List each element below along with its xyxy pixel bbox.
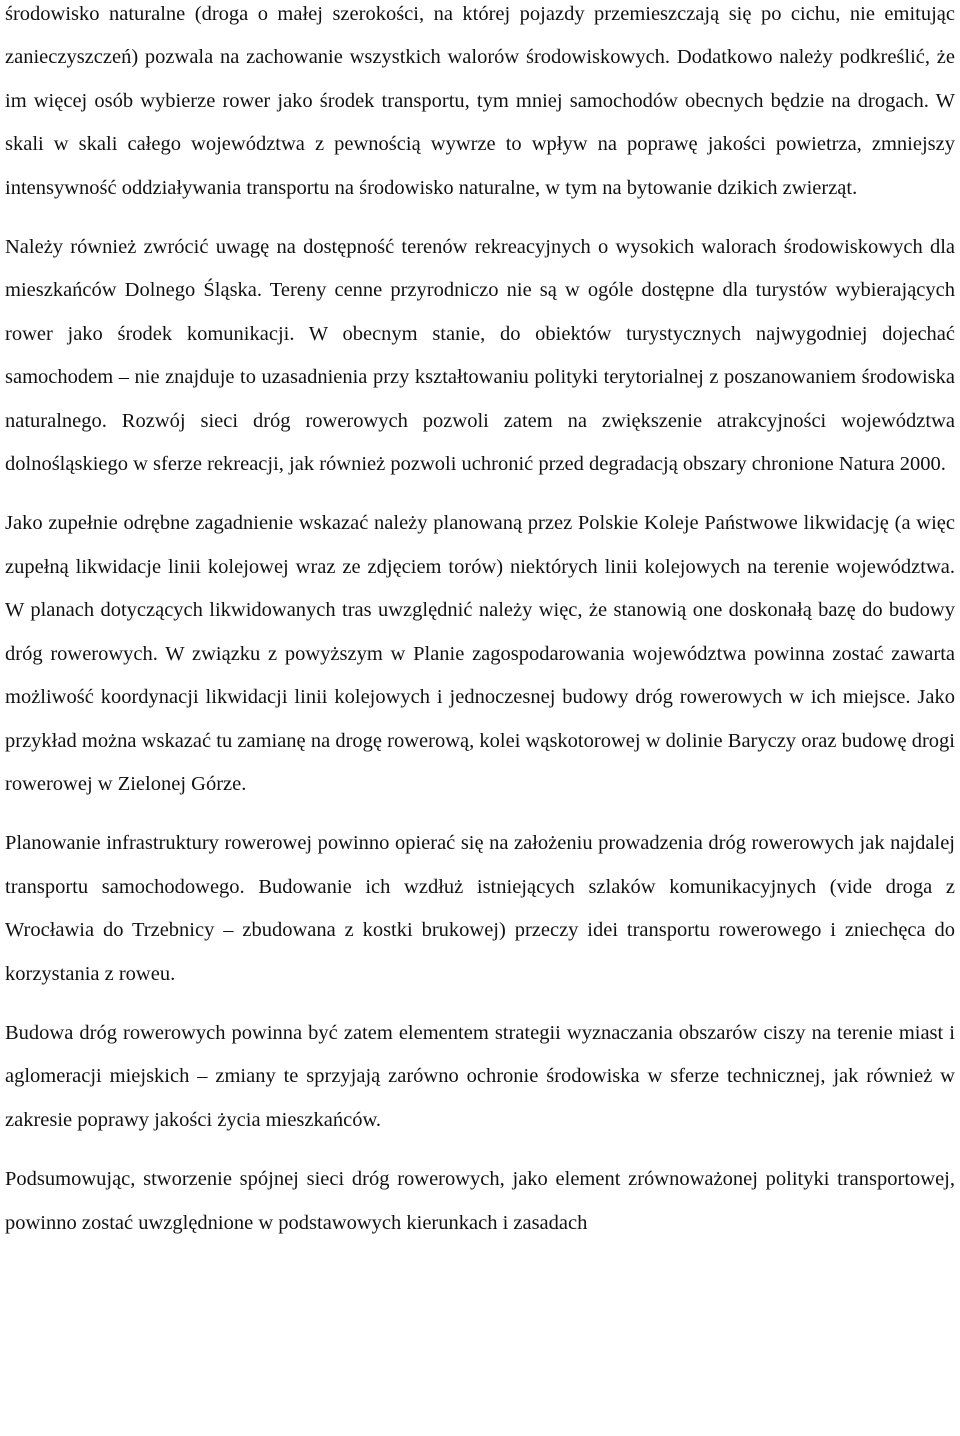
paragraph-3: Jako zupełnie odrębne zagadnienie wskazać należy planowaną przez Polskie Koleje Państwowe likwidację (a więc zupełną likwidacje linii kolejowej wraz ze zdjęciem torów) niektórych linii kolejowych na terenie województwa. W planach dotyczących likwidowanych tras uwzględnić należy więc, że stanowią one doskonałą bazę do budowy dróg rowerowych. W związku z powyższym w Planie zagospodarowania województwa powinna zostać zawarta możliwość koordynacji likwidacji linii kolejowych i jednoczesnej budowy dróg rowerowych w ich miejsce. Jako przykład można wskazać tu zamianę na drogę rowerową, kolei wąskotorowej w dolinie Baryczy oraz budowę drogi rowerowej w Zielonej Górze. (5, 512, 955, 795)
paragraph-5: Budowa dróg rowerowych powinna być zatem elementem strategii wyznaczania obszarów ciszy na terenie miast i aglomeracji miejskich – zmiany te sprzyjają zarówno ochronie środowiska w sferze technicznej, jak również w zakresie poprawy jakości życia mieszkańców. (5, 1021, 955, 1131)
paragraph-6: Podsumowując, stworzenie spójnej sieci dróg rowerowych, jako element zrównoważonej polityki transportowej, powinno zostać uwzględnione w podstawowych kierunkach i zasadach (5, 1168, 955, 1234)
document-page (5, 0, 955, 1261)
paragraph-1: środowisko naturalne (droga o małej szerokości, na której pojazdy przemieszczają się po cichu, nie emitując zanieczyszczeń) pozwala na zachowanie wszystkich walorów środowiskowych. Dodatkowo należy podkreślić, że im więcej osób wybierze rower jako środek transportu, tym mniej samochodów obecnych będzie na drogach. W skali w skali całego województwa z pewnością wywrze to wpływ na poprawę jakości powietrza, zmniejszy intensywność oddziaływania transportu na środowisko naturalne, w tym na bytowanie dzikich zwierząt. (5, 3, 955, 199)
paragraph-4: Planowanie infrastruktury rowerowej powinno opierać się na założeniu prowadzenia dróg rowerowych jak najdalej transportu samochodowego. Budowanie ich wzdłuż istniejących szlaków komunikacyjnych (vide droga z Wrocławia do Trzebnicy – zbudowana z kostki brukowej) przeczy idei transportu rowerowego i zniechęca do korzystania z roweu. (5, 832, 955, 985)
paragraph-2: Należy również zwrócić uwagę na dostępność terenów rekreacyjnych o wysokich walorach środowiskowych dla mieszkańców Dolnego Śląska. Tereny cenne przyrodniczo nie są w ogóle dostępne dla turystów wybierających rower jako środek komunikacji. W obecnym stanie, do obiektów turystycznych najwygodniej dojechać samochodem – nie znajduje to uzasadnienia przy kształtowaniu polityki terytorialnej z poszanowaniem środowiska naturalnego. Rozwój sieci dróg rowerowych pozwoli zatem na zwiększenie atrakcyjności województwa dolnośląskiego w sferze rekreacji, jak również pozwoli uchronić przed degradacją obszary chronione Natura 2000. (5, 236, 955, 476)
